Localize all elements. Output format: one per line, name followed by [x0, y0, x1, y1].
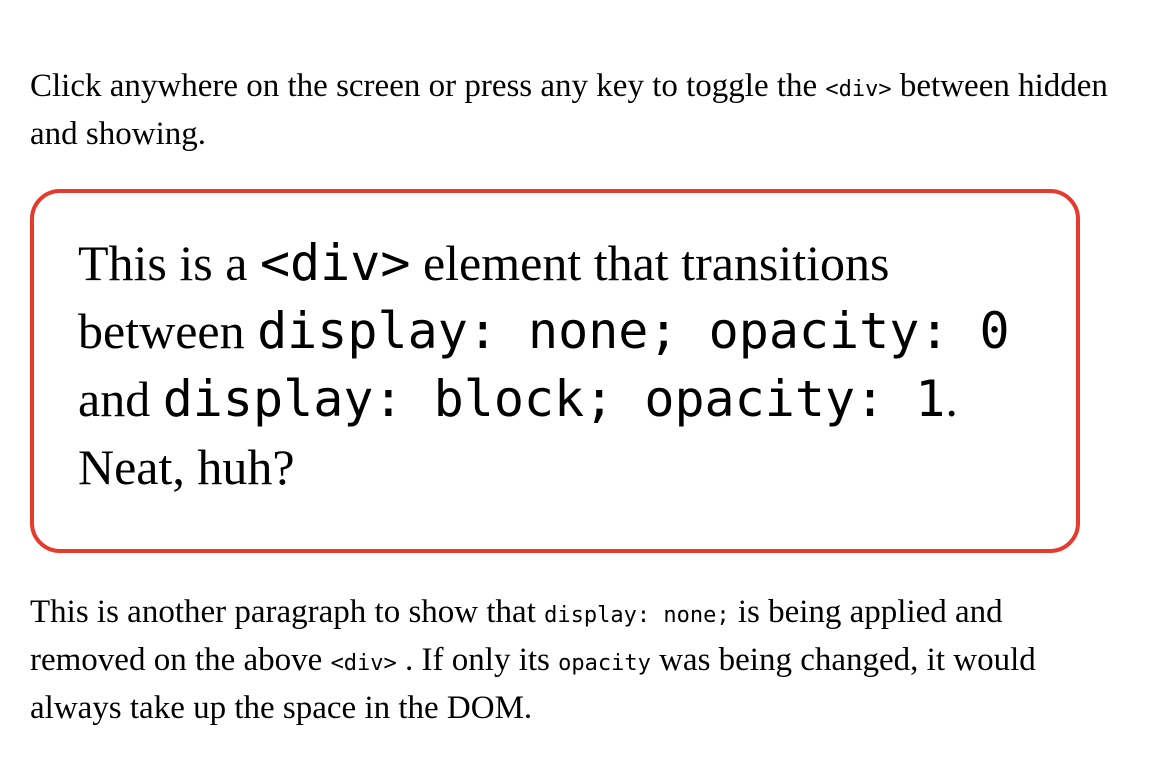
box-text: . Neat, huh?	[78, 371, 958, 495]
outro-text: . If only its	[396, 642, 559, 678]
outro-display-code: display: none;	[544, 603, 730, 628]
box-div-code: <div>	[259, 234, 411, 292]
outro-text: is being applied and removed on the above	[30, 594, 1003, 678]
box-hidden-code: display: none; opacity: 0	[257, 302, 1010, 360]
box-text: and	[78, 371, 163, 427]
outro-text: This is another paragraph to show that	[30, 594, 545, 630]
box-text: This is a	[78, 235, 260, 291]
intro-text: Click anywhere on the screen or press any key to toggle the	[30, 68, 826, 104]
outro-text: was being changed, it would always take up the space in the DOM.	[30, 642, 1036, 726]
intro-text: between hidden and showing.	[30, 68, 1108, 152]
box-visible-code: display: block; opacity: 1	[162, 370, 946, 428]
intro-paragraph	[30, 64, 1110, 156]
box-text: element that transitions between	[78, 235, 890, 359]
outro-paragraph	[30, 590, 1120, 730]
transition-div-box	[30, 189, 1080, 553]
box-paragraph	[78, 229, 1032, 501]
outro-opacity-code: opacity	[558, 651, 651, 676]
outro-div-code: <div>	[330, 651, 397, 676]
intro-div-code: <div>	[825, 77, 892, 102]
